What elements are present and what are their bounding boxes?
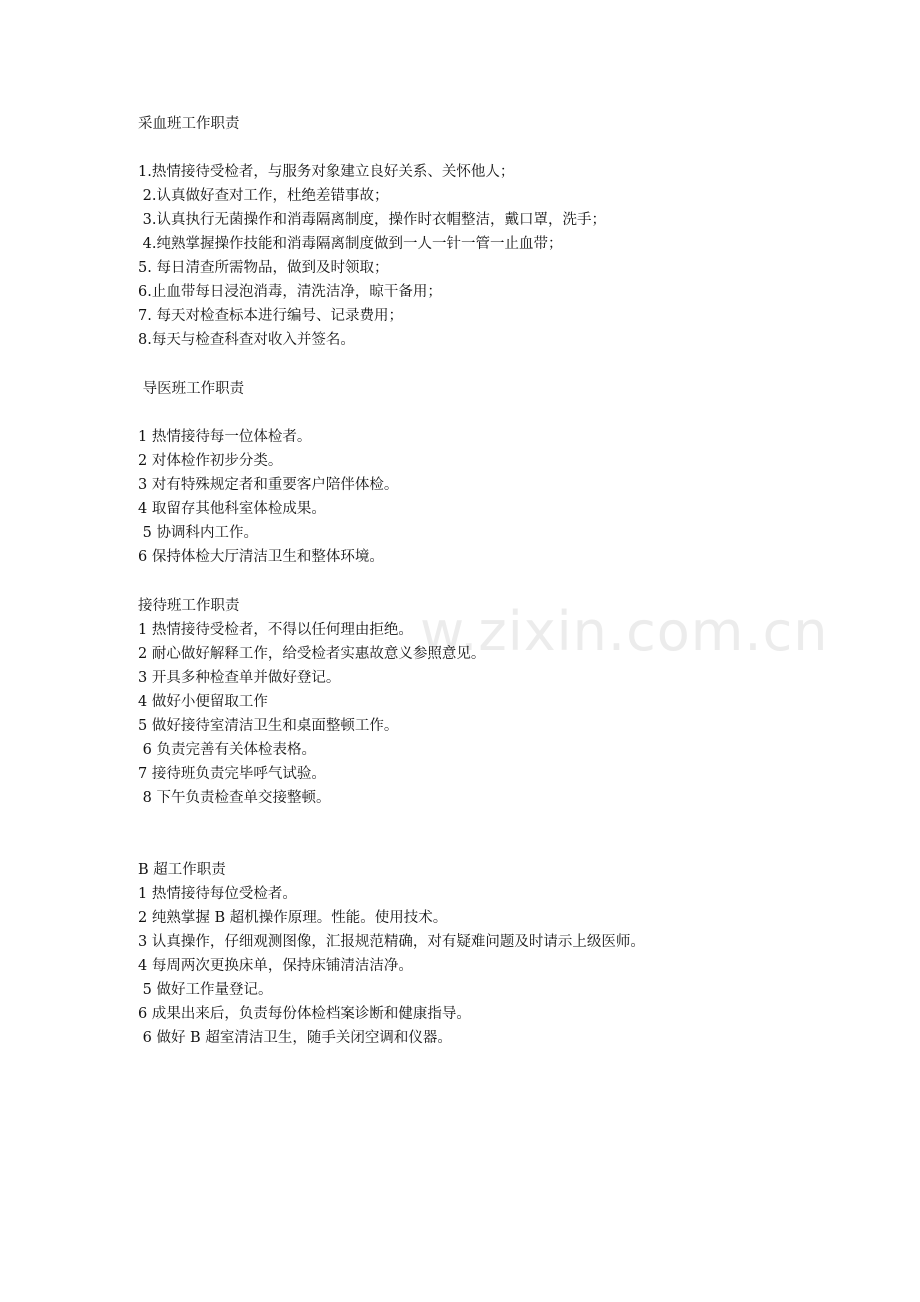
list-item: 1 热情接待每一位体检者。 <box>138 429 312 445</box>
list-item: 8.每天与检查科查对收入并签名。 <box>138 332 355 348</box>
section-title-reception: 接待班工作职责 <box>138 598 240 614</box>
list-item: 4.纯熟掌握操作技能和消毒隔离制度做到一人一针一管一止血带； <box>138 236 563 252</box>
list-item: 4 每周两次更换床单，保持床铺清洁洁净。 <box>138 958 413 974</box>
list-item: 6 做好 B 超室清洁卫生，随手关闭空调和仪器。 <box>138 1030 452 1046</box>
list-item: 1 热情接待每位受检者。 <box>138 886 297 902</box>
list-item: 7 接待班负责完毕呼气试验。 <box>138 766 326 782</box>
list-item: 1.热情接待受检者，与服务对象建立良好关系、关怀他人； <box>138 164 515 180</box>
list-item: 5 做好工作量登记。 <box>138 982 273 998</box>
section-title-guide: 导医班工作职责 <box>138 381 245 397</box>
section-title-blood-collection: 采血班工作职责 <box>138 116 240 132</box>
list-item: 1 热情接待受检者，不得以任何理由拒绝。 <box>138 622 413 638</box>
list-item: 8 下午负责检查单交接整顿。 <box>138 790 331 806</box>
list-item: 4 取留存其他科室体检成果。 <box>138 501 326 517</box>
list-item: 5 做好接待室清洁卫生和桌面整顿工作。 <box>138 718 399 734</box>
list-item: 7. 每天对检查标本进行编号、记录费用； <box>138 308 403 324</box>
list-item: 6 负责完善有关体检表格。 <box>138 742 316 758</box>
list-item: 4 做好小便留取工作 <box>138 694 268 710</box>
list-item: 6 保持体检大厅清洁卫生和整体环境。 <box>138 549 384 565</box>
list-item: 6 成果出来后，负责每份体检档案诊断和健康指导。 <box>138 1006 471 1022</box>
section-title-ultrasound: B 超工作职责 <box>138 862 226 878</box>
list-item: 3 认真操作，仔细观测图像，汇报规范精确，对有疑难问题及时请示上级医师。 <box>138 934 645 950</box>
list-item: 3 对有特殊规定者和重要客户陪伴体检。 <box>138 477 399 493</box>
list-item: 2 耐心做好解释工作，给受检者实惠故意义参照意见。 <box>138 646 486 662</box>
list-item: 5. 每日清查所需物品，做到及时领取； <box>138 260 389 276</box>
watermark: w.zixin.com.cn <box>420 600 829 663</box>
list-item: 6.止血带每日浸泡消毒，清洗洁净，晾干备用； <box>138 284 442 300</box>
list-item: 3.认真执行无菌操作和消毒隔离制度，操作时衣帽整洁，戴口罩，洗手； <box>138 212 606 228</box>
list-item: 2 纯熟掌握 B 超机操作原理。性能。使用技术。 <box>138 910 448 926</box>
list-item: 2.认真做好查对工作，杜绝差错事故； <box>138 188 389 204</box>
list-item: 3 开具多种检查单并做好登记。 <box>138 670 341 686</box>
list-item: 2 对体检作初步分类。 <box>138 453 283 469</box>
list-item: 5 协调科内工作。 <box>138 525 258 541</box>
